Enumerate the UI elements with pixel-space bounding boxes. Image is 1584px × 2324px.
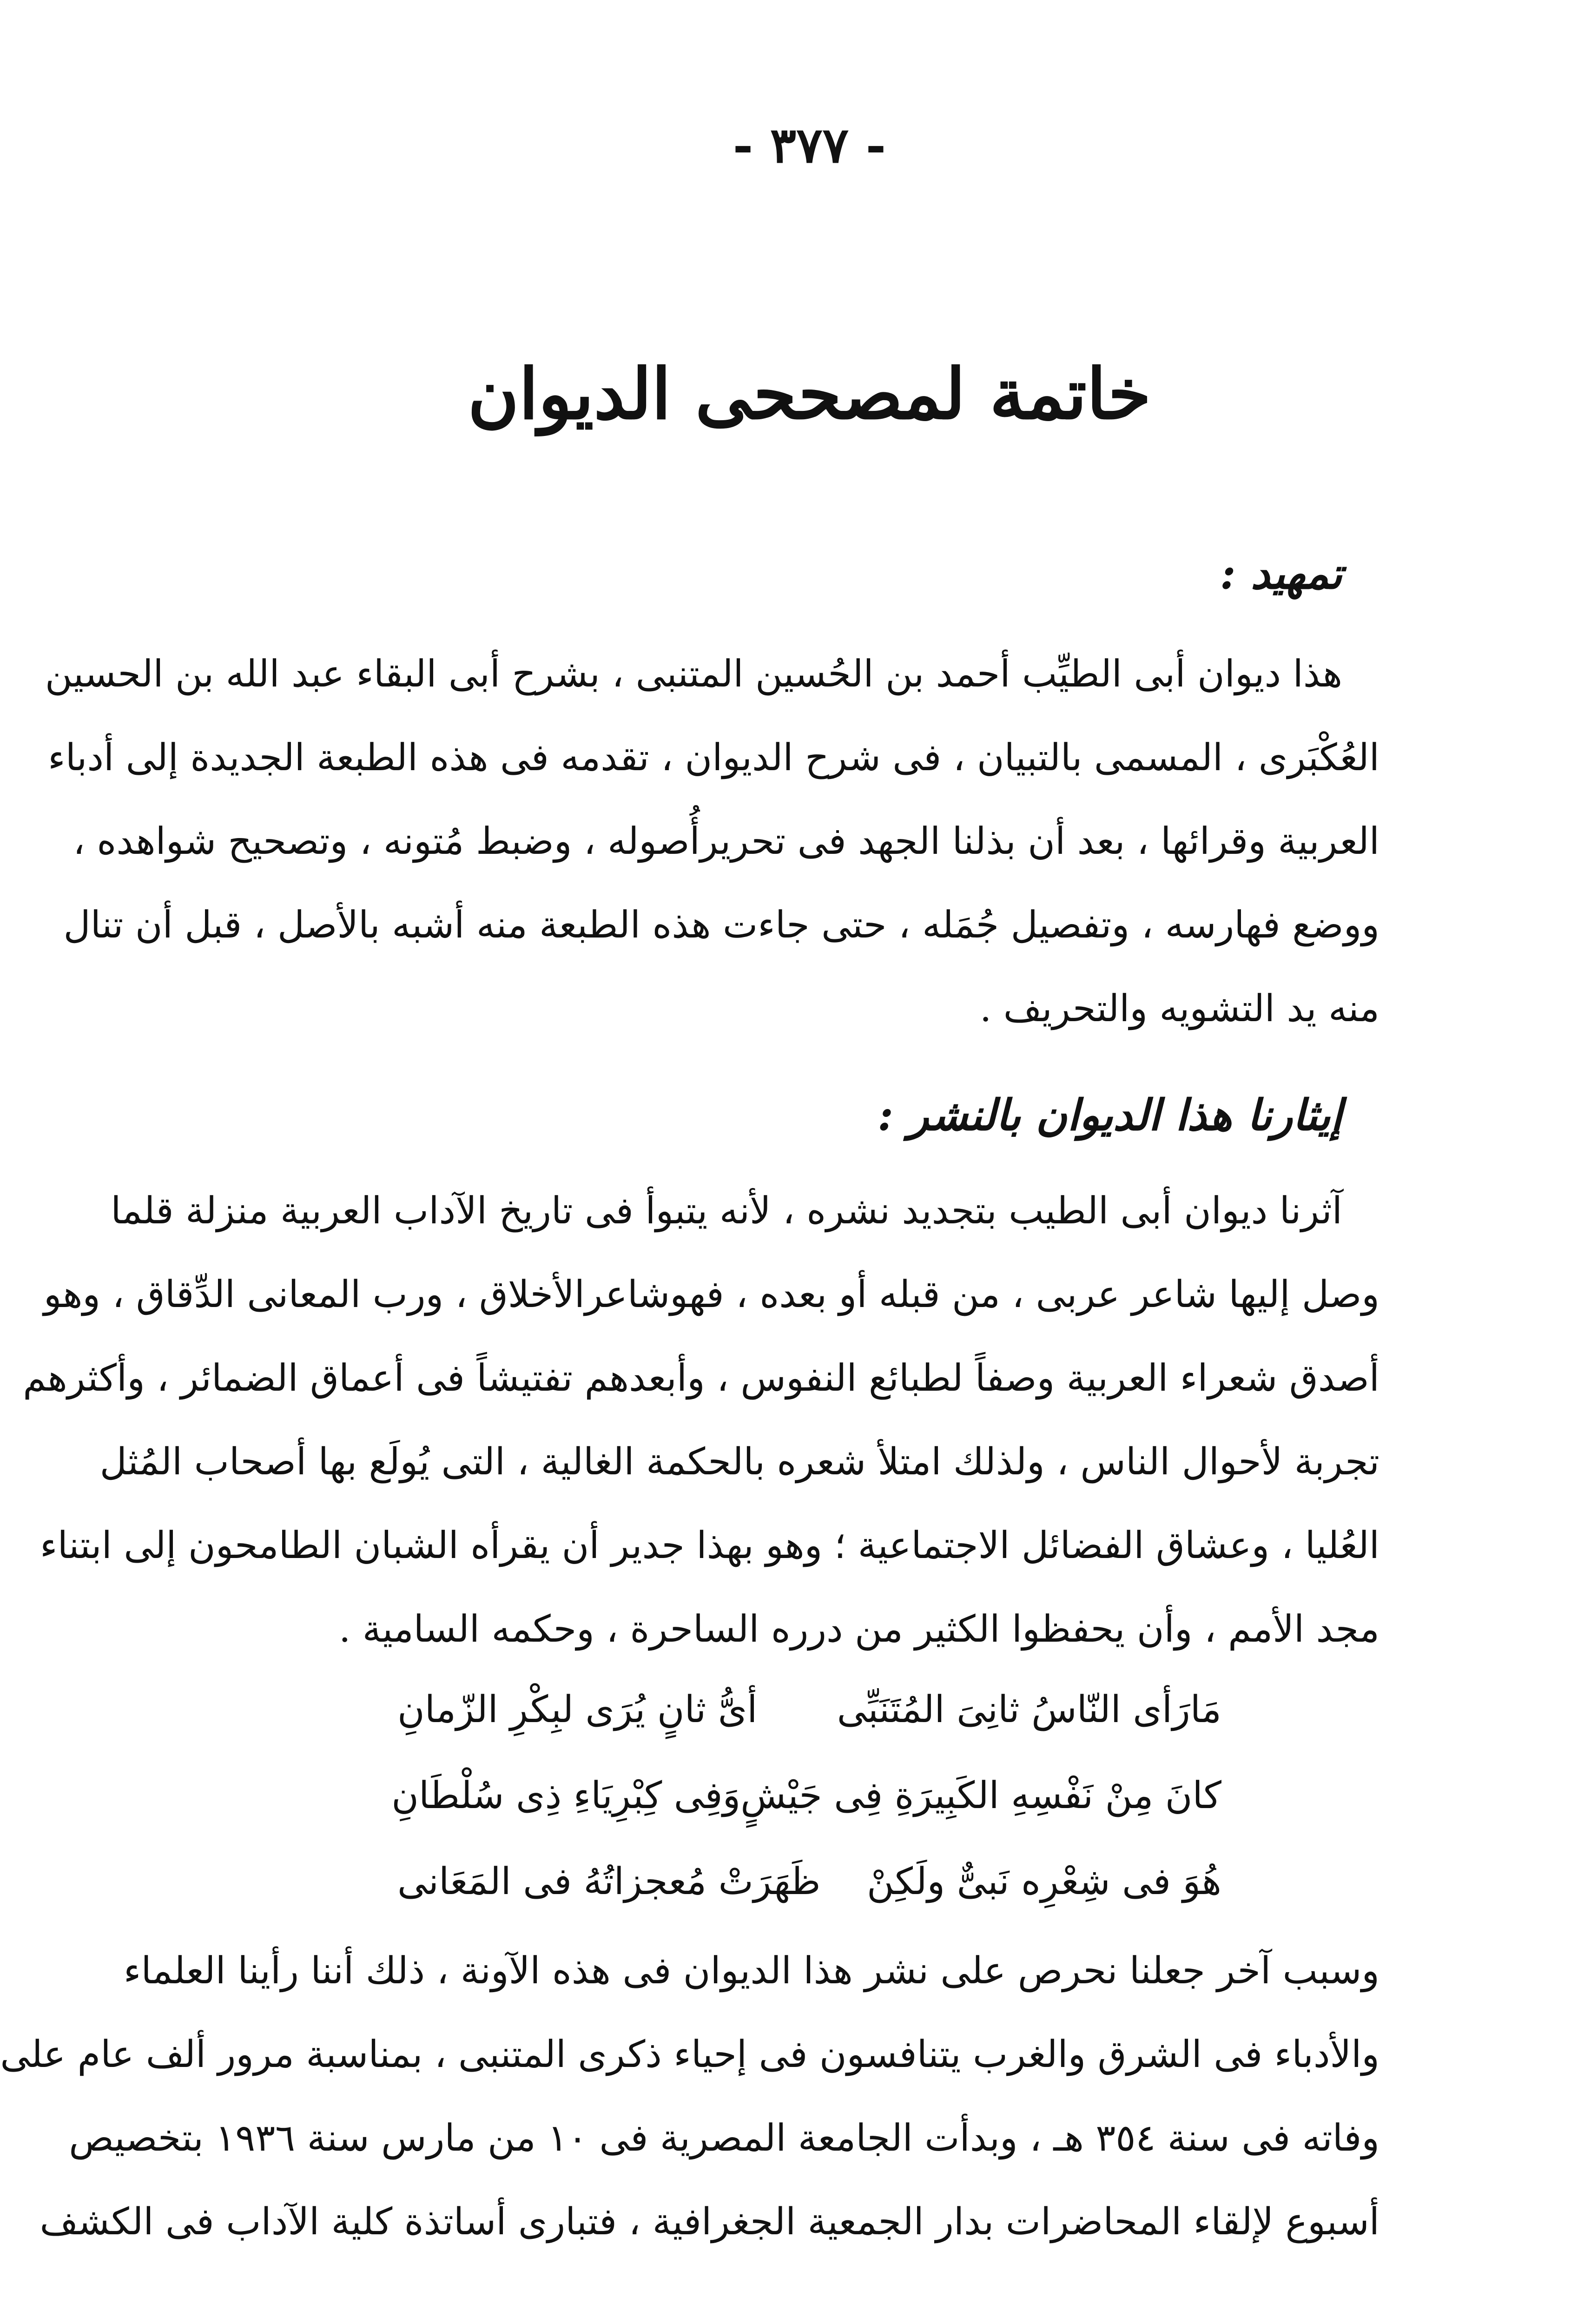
page-number: - ٣٧٧ - [733,116,886,174]
closing-line: أسبوع لإلقاء المحاضرات بدار الجمعية الجغرافية ، فتبارى أساتذة كلية الآداب فى الكشف [40,2200,1379,2243]
poem-verses [391,1666,1221,1924]
intro-line: هذا ديوان أبى الطيِّب أحمد بن الحُسين المتنبى ، بشرح أبى البقاء عبد الله بن الحسين [45,652,1342,695]
verse-line [391,1752,1221,1838]
reason-line: أصدق شعراء العربية وصفاً لطبائع النفوس ، وأبعدهم تفتيشاً فى أعماق الضمائر ، وأكثرهم [23,1356,1379,1400]
reason-line: العُليا ، وعشاق الفضائل الاجتماعية ؛ وهو بهذا جدير أن يقرأه الشبان الطامحون إلى ابتناء [40,1524,1379,1567]
closing-line: والأدباء فى الشرق والغرب يتنافسون فى إحياء ذكرى المتنبى ، بمناسبة مرور ألف عام على [0,2033,1379,2076]
closing-paragraph [0,1929,1379,2264]
intro-line: العُكْبَرى ، المسمى بالتبيان ، فى شرح الديوان ، تقدمه فى هذه الطبعة الجديدة إلى أدباء [48,736,1379,779]
intro-line: منه يد التشويه والتحريف . [979,987,1379,1030]
verse-first-hemistich: كانَ مِنْ نَفْسِهِ الكَبِيرَةِ فِى جَيْشٍ [740,1774,1221,1817]
intro-line: العربية وقرائها ، بعد أن بذلنا الجهد فى تحريرأُصوله ، وضبط مُتونه ، وتصحيح شواهده ، [73,819,1379,863]
intro-line: ووضع فهارسه ، وتفصيل جُمَله ، حتى جاءت هذه الطبعة منه أشبه بالأصل ، قبل أن تنال [63,903,1379,946]
reason-line: مجد الأمم ، وأن يحفظوا الكثير من درره الساحرة ، وحكمه السامية . [338,1607,1379,1651]
verse-line [397,1666,1221,1752]
verse-second-hemistich: أىُّ ثانٍ يُرَى لبِكْرِ الزّمانِ [397,1688,758,1731]
verse-first-hemistich: مَارَأى النّاسُ ثانِىَ المُتَنَبِّى [837,1688,1221,1731]
intro-paragraph [45,632,1379,1050]
verse-first-hemistich: هُوَ فى شِعْرِه نَبىٌّ ولَكِنْ [866,1860,1221,1903]
intro-heading: تمهيد : [1220,548,1342,599]
verse-second-hemistich: ظَهَرَتْ مُعجزاتُهُ فى المَعَانى [397,1860,821,1903]
verse-second-hemistich: وَفِى كِبْرِيَاءِ ذِى سُلْطَانِ [391,1774,741,1817]
reason-heading: إيثارنا هذا الديوان بالنشر : [878,1090,1342,1140]
verse-line [397,1838,1221,1924]
reason-paragraph [23,1169,1379,1671]
reason-line: تجربة لأحوال الناس ، ولذلك امتلأ شعره بالحكمة الغالية ، التى يُولَع بها أصحاب المُثل [99,1440,1379,1483]
reason-line: آثرنا ديوان أبى الطيب بتجديد نشره ، لأنه يتبوأ فى تاريخ الآداب العربية منزلة قلما [111,1189,1342,1232]
closing-line: وسبب آخر جعلنا نحرص على نشر هذا الديوان فى هذه الآونة ، ذلك أننا رأينا العلماء [123,1949,1379,1992]
reason-line: وصل إليها شاعر عربى ، من قبله أو بعده ، فهوشاعرالأخلاق ، ورب المعانى الدِّقاق ، وهو [43,1273,1379,1316]
page-title: خاتمة لمصححى الديوان [468,353,1151,435]
closing-line: وفاته فى سنة ٣٥٤ هـ ، وبدأت الجامعة المصرية فى ١٠ من مارس سنة ١٩٣٦ بتخصيص [69,2116,1379,2159]
